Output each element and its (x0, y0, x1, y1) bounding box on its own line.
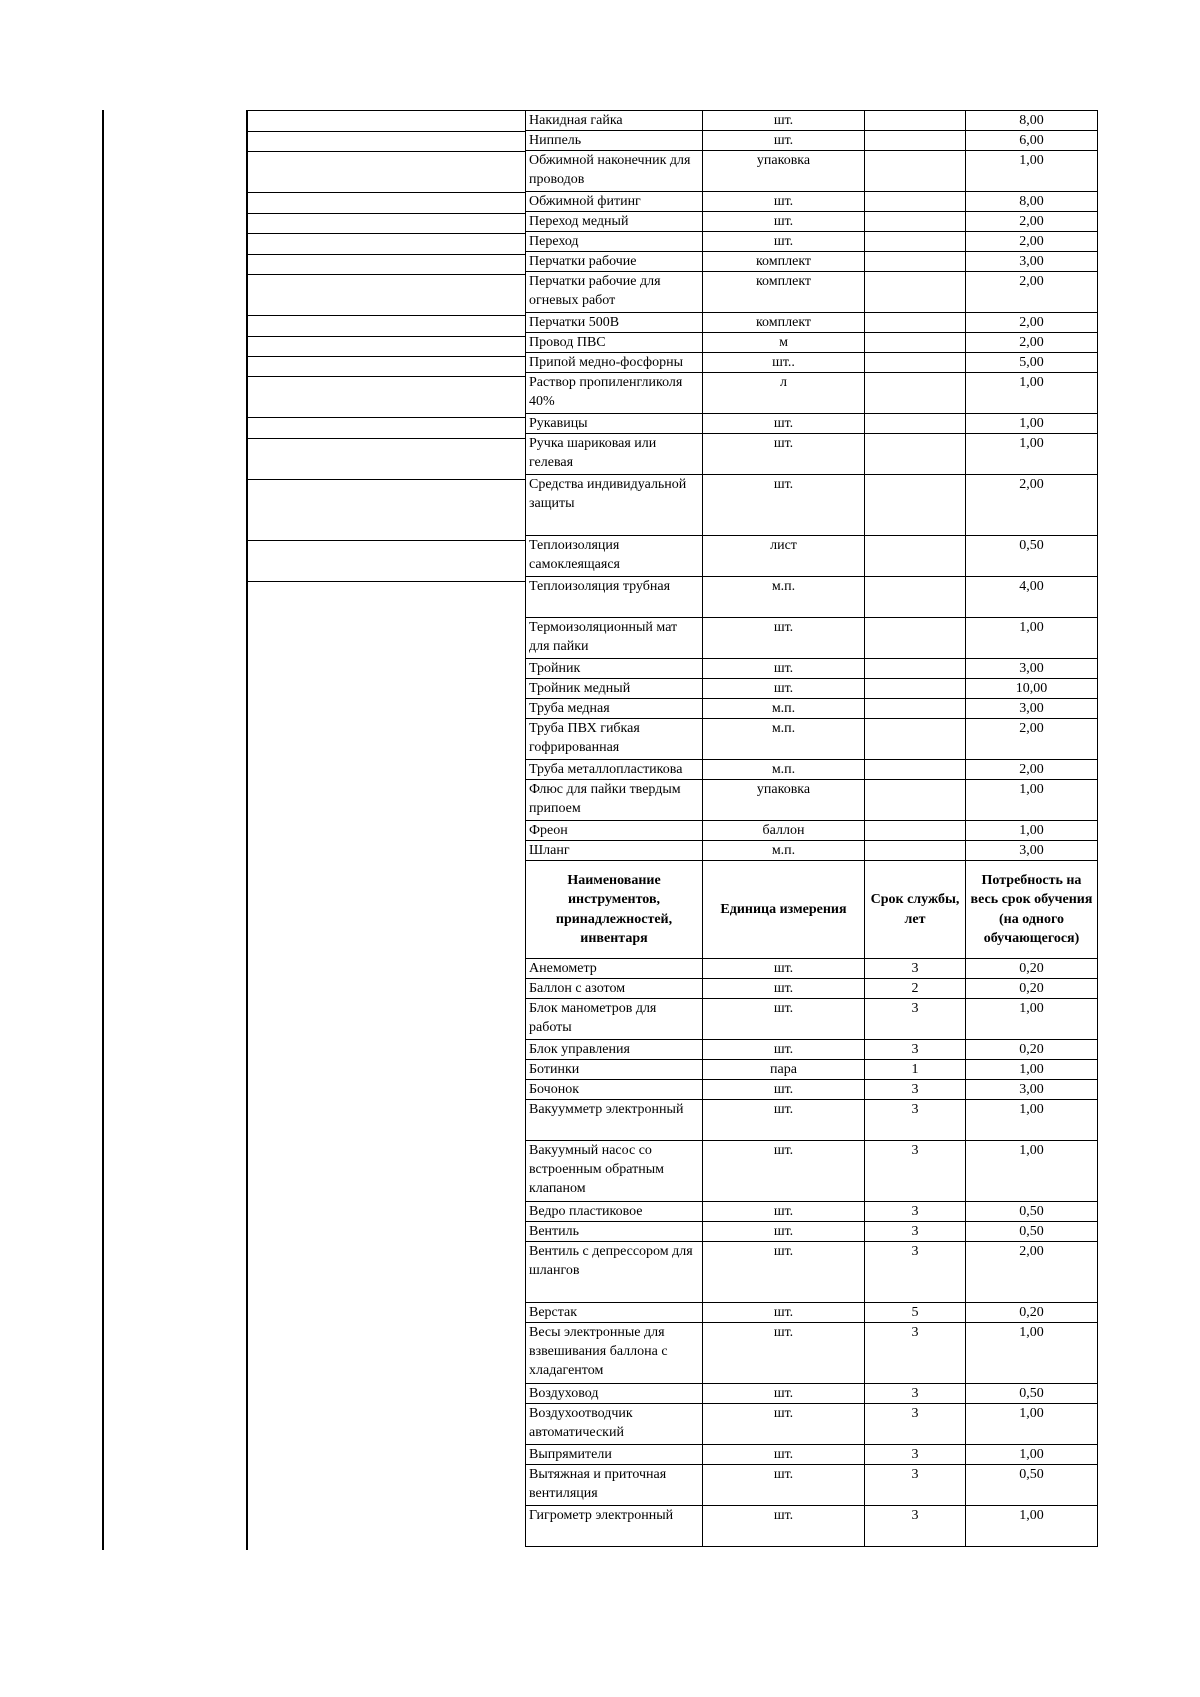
cell-name: Гигрометр электронный (526, 1506, 703, 1547)
cell-qty: 0,50 (966, 1384, 1098, 1404)
table-row (526, 719, 1098, 760)
cell-life (865, 414, 966, 434)
cell-unit: шт. (703, 1404, 865, 1445)
table-row (526, 999, 1098, 1040)
table-row (526, 333, 1098, 353)
cell-qty: 1,00 (966, 821, 1098, 841)
table-row (526, 536, 1098, 577)
cell-name: Блок манометров для работы (526, 999, 703, 1040)
cell-unit: шт. (703, 1506, 865, 1547)
table-row (526, 475, 1098, 536)
cell-life (865, 333, 966, 353)
cell-name: Обжимной фитинг (526, 192, 703, 212)
header-life: Срок службы, лет (865, 861, 966, 959)
cell-qty: 8,00 (966, 111, 1098, 131)
cell-unit: шт. (703, 192, 865, 212)
cell-life (865, 373, 966, 414)
cell-qty: 0,20 (966, 959, 1098, 979)
cell-life: 3 (865, 1080, 966, 1100)
cell-life: 3 (865, 1384, 966, 1404)
cell-unit: м.п. (703, 577, 865, 618)
cell-unit: м (703, 333, 865, 353)
cell-name: Вакуумметр электронный (526, 1100, 703, 1141)
cell-life (865, 252, 966, 272)
left-row-line (246, 336, 525, 337)
cell-qty: 1,00 (966, 1060, 1098, 1080)
cell-unit: л (703, 373, 865, 414)
table-row (526, 252, 1098, 272)
cell-name: Выпрямители (526, 1445, 703, 1465)
cell-life (865, 841, 966, 861)
cell-qty: 1,00 (966, 1404, 1098, 1445)
cell-unit: шт. (703, 659, 865, 679)
cell-unit: шт. (703, 475, 865, 536)
cell-name: Труба медная (526, 699, 703, 719)
cell-unit: комплект (703, 272, 865, 313)
cell-life: 3 (865, 1506, 966, 1547)
cell-qty: 0,50 (966, 1202, 1098, 1222)
cell-life (865, 272, 966, 313)
cell-life (865, 212, 966, 232)
cell-qty: 5,00 (966, 353, 1098, 373)
cell-unit: шт. (703, 1222, 865, 1242)
cell-unit: шт. (703, 212, 865, 232)
cell-unit: м.п. (703, 760, 865, 780)
table-row (526, 821, 1098, 841)
cell-unit: баллон (703, 821, 865, 841)
cell-life (865, 821, 966, 841)
header-unit: Единица измерения (703, 861, 865, 959)
left-row-line (246, 274, 525, 275)
cell-qty: 8,00 (966, 192, 1098, 212)
cell-qty: 2,00 (966, 232, 1098, 252)
cell-unit: шт. (703, 679, 865, 699)
table-row (526, 1506, 1098, 1547)
table-row (526, 232, 1098, 252)
cell-qty: 2,00 (966, 475, 1098, 536)
table-row (526, 313, 1098, 333)
cell-unit: шт.. (703, 353, 865, 373)
left-row-line (246, 233, 525, 234)
cell-name: Ниппель (526, 131, 703, 151)
cell-qty: 2,00 (966, 760, 1098, 780)
cell-name: Воздухоотводчик автоматический (526, 1404, 703, 1445)
table-row (526, 434, 1098, 475)
table-row (526, 131, 1098, 151)
cell-life: 3 (865, 1323, 966, 1384)
left-row-line (246, 151, 525, 152)
table-row (526, 1222, 1098, 1242)
materials-tools-table (525, 110, 1098, 1547)
cell-qty: 4,00 (966, 577, 1098, 618)
table-row (526, 414, 1098, 434)
cell-name: Средства индивидуальной защиты (526, 475, 703, 536)
cell-name: Баллон с азотом (526, 979, 703, 999)
cell-name: Переход (526, 232, 703, 252)
left-row-line (246, 192, 525, 193)
cell-unit: упаковка (703, 780, 865, 821)
cell-qty: 2,00 (966, 272, 1098, 313)
left-row-line (246, 213, 525, 214)
cell-unit: шт. (703, 1384, 865, 1404)
left-row-line (246, 376, 525, 377)
cell-name: Перчатки 500В (526, 313, 703, 333)
cell-name: Накидная гайка (526, 111, 703, 131)
cell-life (865, 151, 966, 192)
cell-qty: 1,00 (966, 1100, 1098, 1141)
table-row (526, 1040, 1098, 1060)
table-row (526, 1384, 1098, 1404)
left-row-line (246, 540, 525, 541)
cell-qty: 0,20 (966, 1040, 1098, 1060)
cell-name: Переход медный (526, 212, 703, 232)
cell-name: Бочонок (526, 1080, 703, 1100)
cell-life: 3 (865, 1040, 966, 1060)
cell-qty: 1,00 (966, 1323, 1098, 1384)
left-row-line (246, 417, 525, 418)
cell-name: Перчатки рабочие для огневых работ (526, 272, 703, 313)
cell-name: Вытяжная и приточная вентиляция (526, 1465, 703, 1506)
cell-unit: шт. (703, 1242, 865, 1303)
cell-name: Воздуховод (526, 1384, 703, 1404)
cell-qty: 10,00 (966, 679, 1098, 699)
table-row (526, 618, 1098, 659)
left-row-line (246, 581, 525, 582)
cell-life: 3 (865, 1242, 966, 1303)
cell-life (865, 780, 966, 821)
table-row (526, 577, 1098, 618)
cell-unit: шт. (703, 979, 865, 999)
cell-name: Труба металлопластикова (526, 760, 703, 780)
table-row (526, 699, 1098, 719)
table-row (526, 1323, 1098, 1384)
cell-unit: упаковка (703, 151, 865, 192)
cell-unit: шт. (703, 999, 865, 1040)
cell-name: Блок управления (526, 1040, 703, 1060)
cell-life: 2 (865, 979, 966, 999)
cell-qty: 2,00 (966, 313, 1098, 333)
cell-name: Обжимной наконечник для проводов (526, 151, 703, 192)
cell-qty: 3,00 (966, 1080, 1098, 1100)
cell-life (865, 313, 966, 333)
materials-body (526, 111, 1098, 861)
cell-qty: 6,00 (966, 131, 1098, 151)
cell-name: Термоизоляционный мат для пайки (526, 618, 703, 659)
cell-name: Раствор пропиленгликоля 40% (526, 373, 703, 414)
cell-unit: шт. (703, 1202, 865, 1222)
cell-name: Анемометр (526, 959, 703, 979)
cell-name: Припой медно-фосфорны (526, 353, 703, 373)
cell-qty: 0,20 (966, 979, 1098, 999)
cell-name: Провод ПВС (526, 333, 703, 353)
cell-qty: 1,00 (966, 1445, 1098, 1465)
cell-life (865, 434, 966, 475)
table-row (526, 1100, 1098, 1141)
cell-unit: лист (703, 536, 865, 577)
cell-unit: шт. (703, 131, 865, 151)
cell-unit: шт. (703, 618, 865, 659)
cell-qty: 3,00 (966, 659, 1098, 679)
table-row (526, 1141, 1098, 1202)
table-row (526, 1080, 1098, 1100)
cell-name: Тройник (526, 659, 703, 679)
cell-unit: шт. (703, 1323, 865, 1384)
cell-life (865, 659, 966, 679)
cell-life: 3 (865, 1202, 966, 1222)
cell-unit: м.п. (703, 841, 865, 861)
table-row (526, 1242, 1098, 1303)
cell-name: Рукавицы (526, 414, 703, 434)
cell-life: 3 (865, 1465, 966, 1506)
table-row (526, 1303, 1098, 1323)
cell-name: Вентиль (526, 1222, 703, 1242)
cell-qty: 1,00 (966, 1141, 1098, 1202)
left-row-line (246, 356, 525, 357)
table-row (526, 841, 1098, 861)
table-row (526, 1445, 1098, 1465)
table-row (526, 1202, 1098, 1222)
cell-unit: пара (703, 1060, 865, 1080)
cell-life: 1 (865, 1060, 966, 1080)
cell-unit: шт. (703, 111, 865, 131)
table-row (526, 1060, 1098, 1080)
header-need: Потребность на весь срок обучения (на одного обучающегося) (966, 861, 1098, 959)
cell-name: Теплоизоляция самоклеящаяся (526, 536, 703, 577)
table-row (526, 272, 1098, 313)
left-row-line (246, 315, 525, 316)
cell-unit: комплект (703, 313, 865, 333)
cell-name: Труба ПВХ гибкая гофрированная (526, 719, 703, 760)
cell-qty: 2,00 (966, 719, 1098, 760)
left-row-line (246, 438, 525, 439)
cell-name: Верстак (526, 1303, 703, 1323)
cell-name: Шланг (526, 841, 703, 861)
cell-qty: 1,00 (966, 618, 1098, 659)
cell-name: Вентиль с депрессором для шлангов (526, 1242, 703, 1303)
left-border-line (102, 110, 104, 1550)
table-row (526, 111, 1098, 131)
cell-qty: 0,50 (966, 1465, 1098, 1506)
cell-life: 3 (865, 1445, 966, 1465)
cell-life: 3 (865, 959, 966, 979)
cell-life (865, 699, 966, 719)
cell-life (865, 719, 966, 760)
left-row-line (246, 110, 525, 111)
cell-qty: 1,00 (966, 151, 1098, 192)
left-row-line (246, 254, 525, 255)
cell-life: 3 (865, 1222, 966, 1242)
cell-life (865, 232, 966, 252)
cell-name: Фреон (526, 821, 703, 841)
cell-name: Перчатки рабочие (526, 252, 703, 272)
cell-life (865, 131, 966, 151)
cell-qty: 1,00 (966, 373, 1098, 414)
table-row (526, 353, 1098, 373)
cell-life (865, 577, 966, 618)
tools-header-body (526, 861, 1098, 959)
inner-border-line (246, 110, 248, 1550)
table-row (526, 373, 1098, 414)
table-row (526, 780, 1098, 821)
cell-qty: 0,50 (966, 536, 1098, 577)
cell-name: Вакуумный насос со встроенным обратным клапаном (526, 1141, 703, 1202)
cell-qty: 0,20 (966, 1303, 1098, 1323)
cell-unit: шт. (703, 1080, 865, 1100)
table-row (526, 760, 1098, 780)
cell-unit: комплект (703, 252, 865, 272)
cell-qty: 1,00 (966, 780, 1098, 821)
cell-unit: шт. (703, 1040, 865, 1060)
tools-header-row (526, 861, 1098, 959)
cell-qty: 1,00 (966, 414, 1098, 434)
cell-qty: 1,00 (966, 999, 1098, 1040)
cell-life (865, 618, 966, 659)
cell-qty: 3,00 (966, 699, 1098, 719)
cell-life (865, 192, 966, 212)
cell-name: Тройник медный (526, 679, 703, 699)
cell-unit: шт. (703, 414, 865, 434)
table-row (526, 679, 1098, 699)
cell-unit: шт. (703, 1445, 865, 1465)
cell-life: 3 (865, 1404, 966, 1445)
cell-qty: 2,00 (966, 212, 1098, 232)
cell-name: Ботинки (526, 1060, 703, 1080)
table-row (526, 959, 1098, 979)
cell-unit: шт. (703, 1303, 865, 1323)
tools-body (526, 959, 1098, 1547)
cell-life (865, 679, 966, 699)
cell-unit: шт. (703, 1465, 865, 1506)
cell-qty: 3,00 (966, 252, 1098, 272)
cell-life (865, 536, 966, 577)
left-row-line (246, 131, 525, 132)
cell-life (865, 475, 966, 536)
header-name: Наименование инструментов, принадлежностей, инвентаря (526, 861, 703, 959)
cell-life (865, 353, 966, 373)
cell-qty: 2,00 (966, 333, 1098, 353)
left-row-line (246, 479, 525, 480)
cell-life (865, 760, 966, 780)
table-row (526, 1465, 1098, 1506)
cell-name: Весы электронные для взвешивания баллона с хладагентом (526, 1323, 703, 1384)
cell-unit: шт. (703, 1141, 865, 1202)
cell-unit: шт. (703, 959, 865, 979)
cell-unit: м.п. (703, 719, 865, 760)
cell-life: 3 (865, 1100, 966, 1141)
table-row (526, 212, 1098, 232)
cell-unit: шт. (703, 1100, 865, 1141)
table-row (526, 151, 1098, 192)
cell-life (865, 111, 966, 131)
cell-unit: шт. (703, 434, 865, 475)
cell-life: 3 (865, 999, 966, 1040)
cell-life: 3 (865, 1141, 966, 1202)
cell-qty: 0,50 (966, 1222, 1098, 1242)
cell-name: Флюс для пайки твердым припоем (526, 780, 703, 821)
cell-unit: м.п. (703, 699, 865, 719)
cell-name: Теплоизоляция трубная (526, 577, 703, 618)
cell-qty: 2,00 (966, 1242, 1098, 1303)
cell-name: Ручка шариковая или гелевая (526, 434, 703, 475)
cell-qty: 1,00 (966, 434, 1098, 475)
table-row (526, 659, 1098, 679)
table-row (526, 192, 1098, 212)
table-row (526, 979, 1098, 999)
cell-qty: 1,00 (966, 1506, 1098, 1547)
cell-unit: шт. (703, 232, 865, 252)
cell-qty: 3,00 (966, 841, 1098, 861)
cell-name: Ведро пластиковое (526, 1202, 703, 1222)
cell-life: 5 (865, 1303, 966, 1323)
table-row (526, 1404, 1098, 1445)
